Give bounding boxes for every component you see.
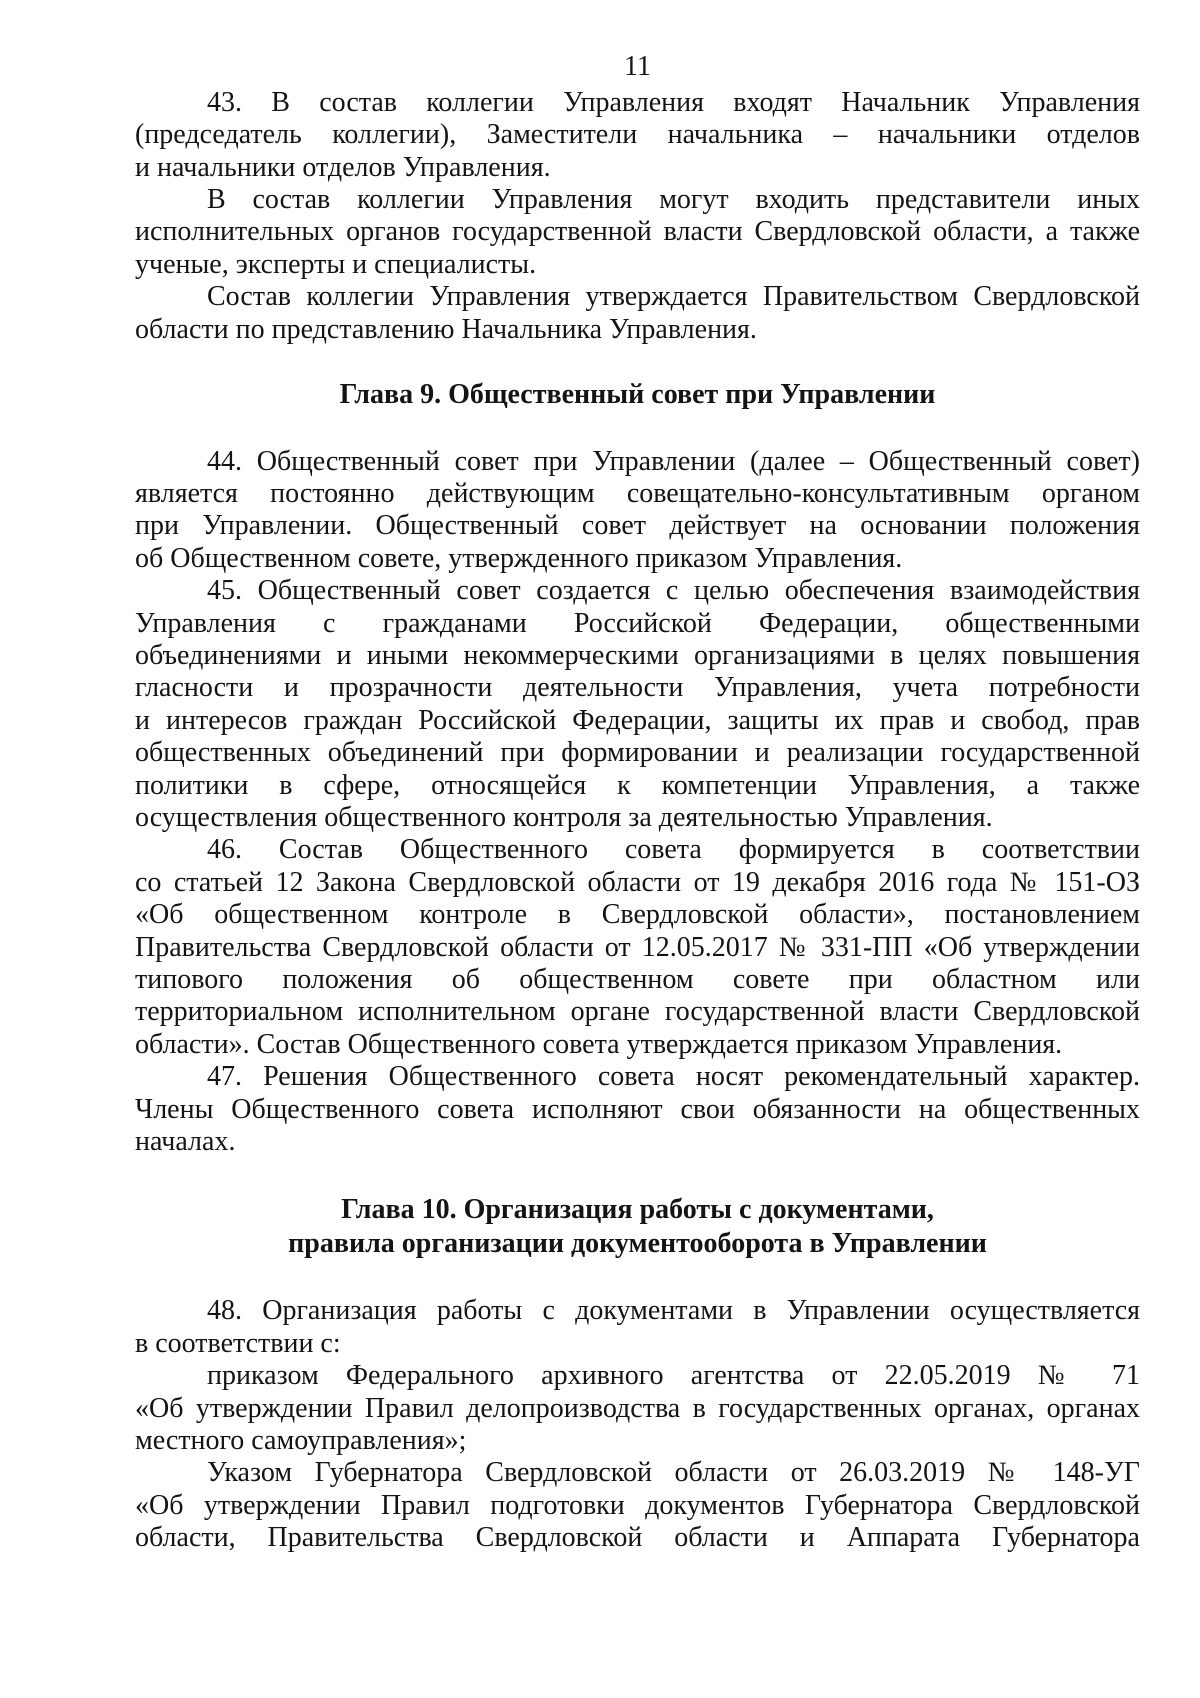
text-line: 45. Общественный совет создается с целью обеспечения взаимодействия: [207, 575, 1140, 607]
heading-line: правила организации документооборота в Управлении: [288, 1227, 987, 1259]
paragraph-46: [135, 834, 1140, 1061]
paragraph-48: [135, 1295, 1140, 1360]
text-line: 46. Состав Общественного совета формируется в соответствии: [207, 834, 1140, 866]
text-line: Состав коллегии Управления утверждается Правительством Свердловской: [207, 281, 1140, 313]
chapter-heading-9: [135, 378, 1140, 412]
text-line: об Общественном совете, утвержденного приказом Управления.: [135, 542, 903, 574]
text-line: Управления с гражданами Российской Федерации, общественными: [135, 607, 1140, 639]
heading-line: Глава 9. Общественный совет при Управлении: [339, 378, 936, 410]
heading-line: Глава 10. Организация работы с документами,: [341, 1193, 934, 1225]
text-line: исполнительных органов государственной власти Свердловской области, а также: [135, 216, 1140, 248]
text-line: Члены Общественного совета исполняют свои обязанности на общественных: [135, 1093, 1140, 1125]
page-number: 11: [624, 50, 651, 82]
text-line: и интересов граждан Российской Федерации, защиты их прав и свобод, прав: [135, 704, 1140, 736]
text-line: типового положения об общественном совете при областном или: [135, 963, 1140, 995]
text-line: 47. Решения Общественного совета носят рекомендательный характер.: [207, 1061, 1140, 1093]
paragraph-48-archive-order: [135, 1360, 1140, 1457]
text-line: ученые, эксперты и специалисты.: [135, 248, 537, 280]
paragraph-43-board-members: [135, 184, 1140, 281]
text-line: (председатель коллегии), Заместители начальника – начальники отделов: [135, 119, 1140, 151]
text-line: В состав коллегии Управления могут входить представители иных: [207, 183, 1140, 215]
text-line: 44. Общественный совет при Управлении (далее – Общественный совет): [207, 445, 1140, 477]
text-line: является постоянно действующим совещательно-консультативным органом: [135, 478, 1140, 510]
text-line: в соответствии с:: [135, 1327, 341, 1359]
paragraph-43: [135, 87, 1140, 184]
text-line: «Об утверждении Правил подготовки документов Губернатора Свердловской: [135, 1489, 1140, 1521]
text-line: началах.: [135, 1125, 236, 1157]
text-line: «Об общественном контроле в Свердловской области», постановлением: [135, 899, 1140, 931]
text-line: приказом Федерального архивного агентства от 22.05.2019 № 71: [207, 1360, 1140, 1392]
paragraph-43-board-approval: [135, 281, 1140, 346]
text-line: и начальники отделов Управления.: [135, 151, 551, 183]
text-line: со статьей 12 Закона Свердловской области от 19 декабря 2016 года № 151-ОЗ: [135, 866, 1140, 898]
text-line: 48. Организация работы с документами в Управлении осуществляется: [207, 1295, 1140, 1327]
text-line: объединениями и иными некоммерческими организациями в целях повышения: [135, 640, 1140, 672]
text-column: [135, 51, 1140, 1555]
text-line: общественных объединений при формировании и реализации государственной: [135, 737, 1140, 769]
paragraph-47: [135, 1061, 1140, 1158]
text-line: области, Правительства Свердловской области и Аппарата Губернатора: [135, 1522, 1140, 1554]
text-line: гласности и прозрачности деятельности Управления, учета потребности: [135, 672, 1140, 704]
text-line: 43. В состав коллегии Управления входят Начальник Управления: [207, 86, 1140, 118]
paragraph-48-governor-decree: [135, 1457, 1140, 1554]
text-line: «Об утверждении Правил делопроизводства в государственных органах, органах: [135, 1392, 1140, 1424]
paragraph-44: [135, 446, 1140, 576]
text-line: при Управлении. Общественный совет действует на основании положения: [135, 510, 1140, 542]
text-line: местного самоуправления»;: [135, 1425, 467, 1457]
text-line: Правительства Свердловской области от 12.05.2017 № 331-ПП «Об утверждении: [135, 931, 1140, 963]
text-line: области». Состав Общественного совета утверждается приказом Управления.: [135, 1028, 1063, 1060]
text-line: осуществления общественного контроля за деятельностью Управления.: [135, 802, 993, 833]
text-line: территориальном исполнительном органе государственной власти Свердловской: [135, 996, 1140, 1028]
text-line: политики в сфере, относящейся к компетенции Управления, а также: [135, 769, 1140, 801]
text-line: Указом Губернатора Свердловской области от 26.03.2019 № 148-УГ: [207, 1457, 1140, 1489]
text-line: области по представлению Начальника Управления.: [135, 313, 757, 345]
chapter-heading-10: [135, 1193, 1140, 1261]
paragraph-45: [135, 575, 1140, 834]
